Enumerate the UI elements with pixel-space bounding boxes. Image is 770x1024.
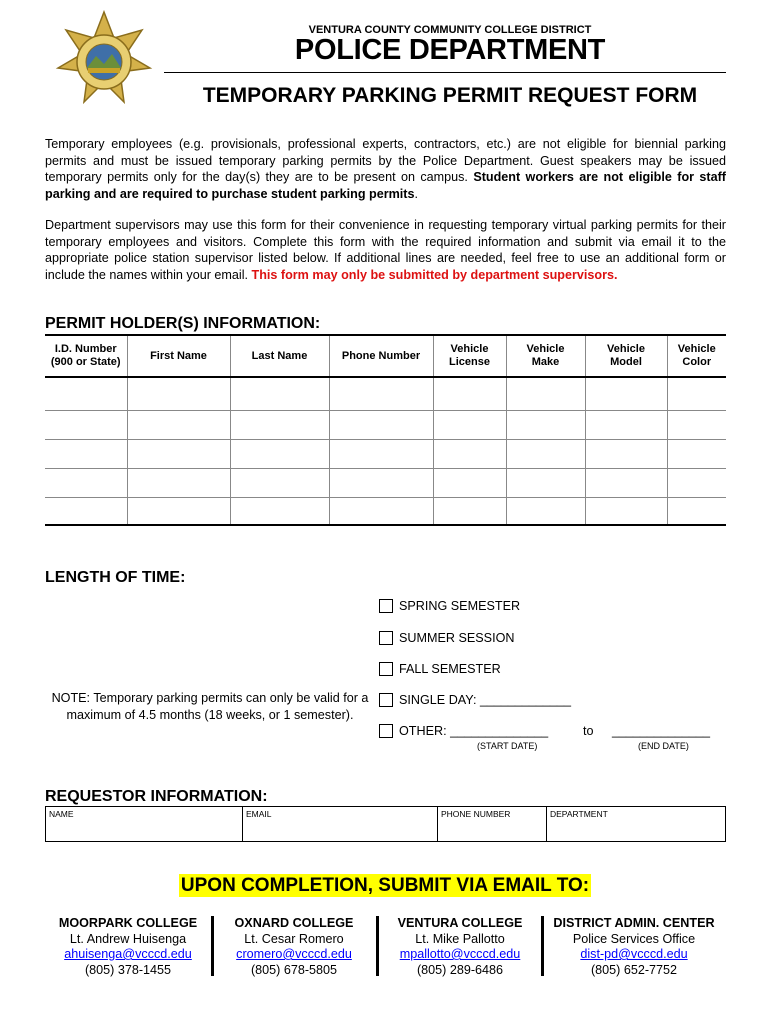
submit-heading: UPON COMPLETION, SUBMIT VIA EMAIL TO: — [180, 875, 590, 896]
checkbox[interactable] — [379, 724, 393, 738]
college-name: DISTRICT ADMIN. CENTER — [553, 916, 715, 930]
contact-email-link[interactable]: dist-pd@vcccd.edu — [580, 947, 688, 961]
field-label: DEPARTMENT — [550, 809, 608, 819]
permit-holder-table — [45, 334, 726, 526]
checkbox[interactable] — [379, 599, 393, 613]
student-worker-note: Student workers are not eligible for staff parking and are required to purchase student parking permits — [45, 170, 727, 201]
col-phone-number: Phone Number — [329, 335, 433, 377]
district-name: VENTURA COUNTY COMMUNITY COLLEGE DISTRICT — [308, 24, 592, 36]
length-of-time-heading: LENGTH OF TIME: — [45, 569, 186, 586]
contact-person: Police Services Office — [572, 931, 696, 946]
col-vehicle-color: Vehicle Color — [667, 335, 726, 377]
option-label: SUMMER SESSION — [399, 631, 515, 645]
requestor-heading: REQUESTOR INFORMATION: — [45, 788, 268, 805]
college-name: OXNARD COLLEGE — [234, 916, 354, 930]
option-label: SINGLE DAY: _____________ — [399, 693, 572, 707]
form-title: TEMPORARY PARKING PERMIT REQUEST FORM — [202, 84, 698, 107]
contact-ventura — [375, 916, 545, 978]
contact-person: Lt. Cesar Romero — [244, 931, 344, 946]
permit-holder-heading: PERMIT HOLDER(S) INFORMATION: — [45, 315, 321, 332]
contact-phone: (805) 378-1455 — [84, 962, 172, 977]
option-label: OTHER: ______________ — [399, 724, 549, 738]
col-vehicle-license: Vehicle License — [433, 335, 506, 377]
table-row — [45, 498, 726, 526]
contact-phone: (805) 652-7752 — [590, 962, 678, 977]
field-label: NAME — [49, 809, 74, 819]
contact-moorpark — [43, 916, 213, 978]
table-row — [45, 440, 726, 469]
col-id-number: I.D. Number (900 or State) — [45, 335, 127, 377]
contact-phone: (805) 678-5805 — [250, 962, 338, 977]
col-last-name: Last Name — [230, 335, 329, 377]
option-label: FALL SEMESTER — [399, 662, 501, 676]
requestor-fields — [45, 806, 726, 842]
contact-email-link[interactable]: cromero@vcccd.edu — [236, 947, 352, 961]
instructions-text: Department supervisors may use this form for their convenience in requesting temporary virtual parking permits for their temporary employees and visitors. Complete this form with the required information and submit via email it to the appropriate police station supervisor listed below. If additional lines are needed, feel free to use an additional form or include the names within your email. — [45, 218, 726, 282]
contact-oxnard — [209, 916, 379, 978]
email-field[interactable] — [242, 807, 437, 841]
name-field[interactable] — [46, 807, 242, 841]
col-first-name: First Name — [127, 335, 230, 377]
contact-phone: (805) 289-6486 — [416, 962, 504, 977]
contact-district — [549, 916, 719, 978]
intro-paragraph-1 — [45, 136, 726, 202]
col-vehicle-make: Vehicle Make — [506, 335, 585, 377]
college-name: MOORPARK COLLEGE — [58, 916, 198, 930]
option-summer-session[interactable] — [379, 631, 514, 645]
contact-email-link[interactable]: ahuisenga@vcccd.edu — [64, 947, 192, 961]
to-label: to — [583, 724, 594, 738]
contact-person: Lt. Mike Pallotto — [415, 931, 505, 946]
submit-instructions — [0, 875, 770, 897]
col-vehicle-model: Vehicle Model — [585, 335, 667, 377]
contact-email-link[interactable]: mpallotto@vcccd.edu — [399, 947, 521, 961]
field-label: EMAIL — [246, 809, 272, 819]
option-single-day[interactable] — [379, 693, 571, 707]
contact-divider — [541, 916, 544, 976]
department-title: POLICE DEPARTMENT — [294, 34, 606, 66]
table-row — [45, 411, 726, 440]
duration-note: NOTE: Temporary parking permits can only be valid for a maximum of 4.5 months (18 weeks, or 1 semester). — [51, 691, 369, 722]
college-name: VENTURA COLLEGE — [397, 916, 523, 930]
checkbox[interactable] — [379, 631, 393, 645]
department-field[interactable] — [546, 807, 725, 841]
option-label: SPRING SEMESTER — [399, 599, 521, 613]
table-row — [45, 469, 726, 498]
end-date-caption: (END DATE) — [638, 741, 689, 751]
supervisor-warning: This form may only be submitted by department supervisors. — [251, 267, 618, 282]
checkbox[interactable] — [379, 693, 393, 707]
phone-number-field[interactable] — [437, 807, 546, 841]
intro-text: Temporary employees (e.g. provisionals, professional experts, contractors, etc.) are not eligible for biennial parking permits and must be issued temporary parking permits by the Police Department. Guest speakers may be issued temporary permits only for the day(s) they are to be present on campus. — [45, 137, 726, 185]
table-header-row — [45, 335, 726, 377]
intro-paragraph-2 — [45, 217, 726, 283]
contact-person: Lt. Andrew Huisenga — [69, 931, 187, 946]
option-fall-semester[interactable] — [379, 662, 501, 676]
field-label: PHONE NUMBER — [441, 809, 511, 819]
checkbox[interactable] — [379, 662, 393, 676]
option-spring-semester[interactable] — [379, 599, 520, 613]
table-row — [45, 377, 726, 411]
header-divider — [164, 72, 726, 73]
start-date-caption: (START DATE) — [477, 741, 538, 751]
option-other[interactable] — [379, 724, 548, 738]
end-date-blank[interactable]: ______________ — [612, 724, 711, 738]
period: . — [414, 186, 418, 201]
